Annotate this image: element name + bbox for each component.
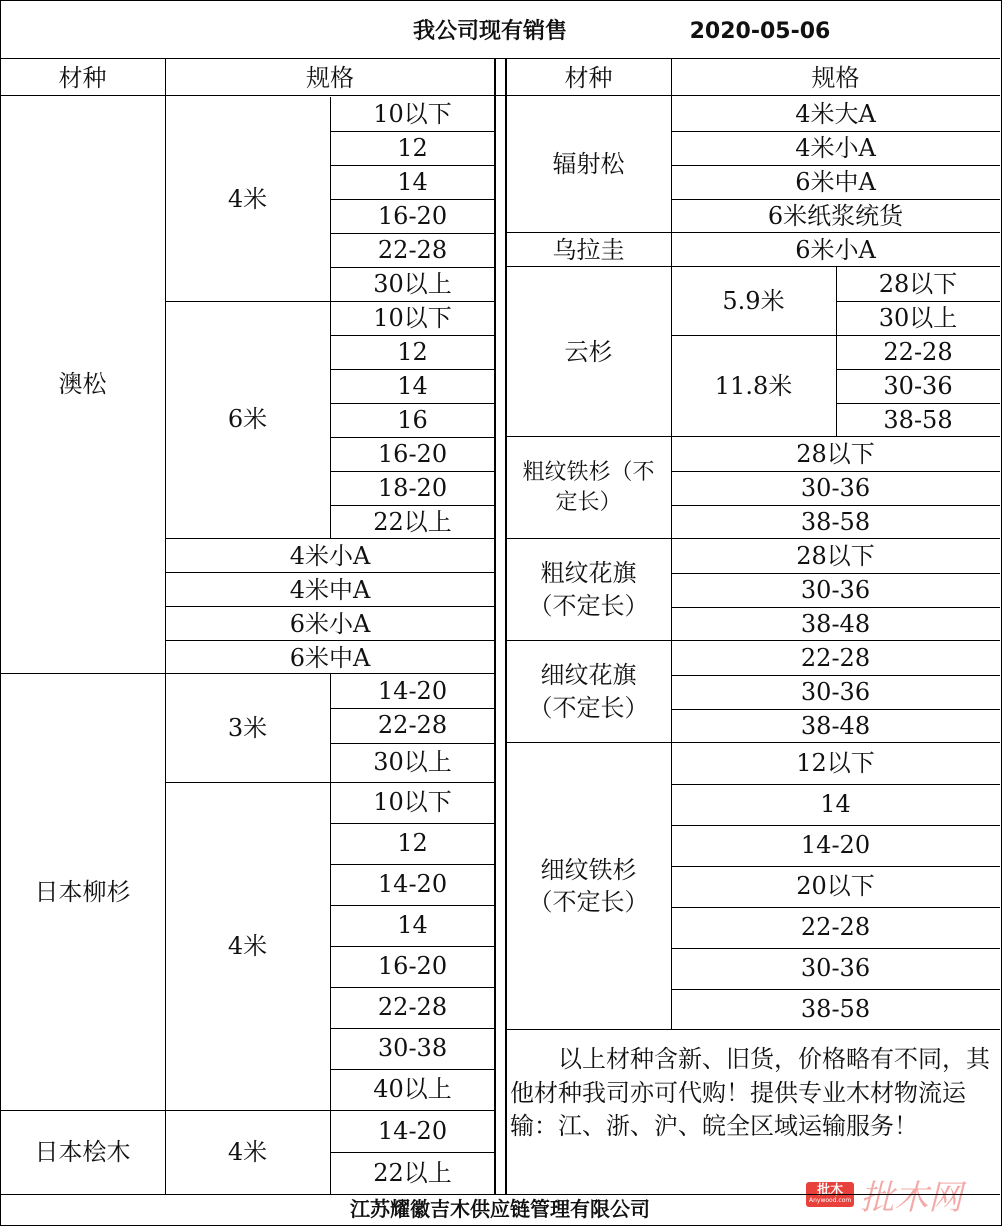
spec-cell: 6米纸浆统货 (767, 201, 904, 230)
spec-cell: 30以上 (373, 269, 452, 298)
spec-cell: 30-36 (883, 371, 953, 400)
grid-line (165, 572, 495, 573)
grid-line (330, 674, 331, 1194)
spec-cell: 30以上 (373, 748, 452, 777)
grid-line (0, 1110, 495, 1111)
grid-line (330, 369, 495, 370)
spec-cell: 6米小A (795, 235, 876, 264)
grid-line (836, 369, 1000, 370)
material-cuwen-huaqi: 粗纹花旗（不定长） (528, 559, 649, 620)
grid-line (671, 675, 1000, 676)
grid-line (330, 946, 495, 947)
grid-line (330, 403, 495, 404)
spec-cell: 30-36 (800, 575, 871, 604)
page-title: 我公司现有销售 (412, 19, 567, 45)
material-riben-liushan: 日本柳杉 (34, 877, 131, 906)
spec-cell: 6米中A (795, 167, 876, 196)
spec-cell: 40以上 (373, 1075, 452, 1104)
spec-cell: 28以下 (796, 541, 875, 570)
material-ao-song: 澳松 (58, 370, 107, 399)
right-header-material: 材种 (564, 63, 613, 92)
spec-cell: 14 (397, 167, 428, 196)
spec-cell: 28以下 (878, 269, 958, 298)
grid-line (671, 989, 1000, 990)
length-label: 3米 (227, 713, 268, 742)
grid-line (836, 403, 1000, 404)
spec-cell: 22-28 (800, 643, 871, 672)
length-label: 6米 (227, 405, 268, 434)
grid-line (671, 607, 1000, 608)
material-cuwen-tieshan: 粗纹铁杉（不定长） (522, 459, 655, 515)
spec-cell: 30-36 (800, 473, 871, 502)
grid-line (330, 233, 495, 234)
material-xiwen-huaqi: 细纹花旗（不定长） (528, 661, 649, 722)
grid-line (330, 823, 495, 824)
grid-line (505, 742, 1000, 743)
material-yunshan: 云杉 (564, 337, 613, 366)
spec-cell: 38-58 (800, 507, 871, 536)
material-fushe-song: 辐射松 (552, 150, 625, 179)
grid-line (671, 335, 1000, 336)
grid-line (671, 784, 1000, 785)
grid-line (671, 131, 1000, 132)
grid-line (330, 1152, 495, 1153)
grid-line (505, 232, 1000, 233)
length-label: 4米 (227, 184, 268, 213)
grid-line (836, 301, 1000, 302)
grid-line (505, 1029, 1000, 1030)
grid-line (836, 267, 837, 437)
watermark-text: 批木网 (860, 1178, 963, 1218)
grid-line (505, 538, 1000, 539)
grid-line (671, 866, 1000, 867)
spec-cell: 38-48 (800, 711, 871, 740)
grid-line (671, 471, 1000, 472)
spec-cell: 22-28 (883, 337, 953, 366)
spec-cell: 30-36 (800, 954, 871, 983)
grid-line (165, 301, 495, 302)
spec-cell: 14-20 (377, 676, 448, 705)
company-footer: 江苏耀徽吉木供应链管理有限公司 (350, 1197, 650, 1221)
spec-cell: 22-28 (377, 235, 448, 264)
grid-line (671, 825, 1000, 826)
grid-line (671, 199, 1000, 200)
grid-line (330, 1069, 495, 1070)
watermark-badge-sub: Anywood.com (809, 1197, 852, 1205)
grid-line (671, 573, 1000, 574)
grade-cell: 4米中A (289, 575, 371, 604)
length-label: 5.9米 (722, 286, 785, 315)
spec-cell: 28以下 (796, 439, 875, 468)
grid-line (330, 131, 495, 132)
grid-line (671, 907, 1000, 908)
spec-cell: 10以下 (373, 788, 452, 817)
grid-line (330, 335, 495, 336)
spec-cell: 14-20 (377, 870, 448, 899)
grid-line (330, 987, 495, 988)
page-date: 2020-05-06 (689, 19, 831, 45)
grid-line (330, 267, 495, 268)
grid-line (330, 505, 495, 506)
spec-cell: 16 (397, 405, 428, 434)
spec-cell: 22-28 (377, 993, 448, 1022)
grid-line (165, 782, 495, 783)
grid-line (330, 905, 495, 906)
grid-line (505, 58, 507, 1194)
grid-line (0, 58, 1000, 59)
spec-cell: 14-20 (377, 1116, 448, 1145)
spec-cell: 16-20 (377, 952, 448, 981)
left-header-material: 材种 (58, 63, 107, 92)
grid-line (505, 266, 1000, 267)
grid-line (330, 708, 495, 709)
grid-line (330, 471, 495, 472)
grid-line (671, 165, 1000, 166)
grid-line (330, 864, 495, 865)
material-wulagui: 乌拉圭 (552, 235, 625, 264)
grid-line (165, 640, 495, 641)
grid-line (165, 606, 495, 607)
spec-cell: 30以上 (878, 303, 958, 332)
spec-cell: 12以下 (796, 749, 875, 778)
grid-line (671, 505, 1000, 506)
grid-line (330, 743, 495, 744)
spec-cell: 38-48 (800, 609, 871, 638)
grid-line (165, 58, 166, 1194)
spec-cell: 22-28 (800, 913, 871, 942)
grid-line (505, 436, 1000, 437)
grid-line (0, 1194, 1000, 1195)
spec-cell: 18-20 (377, 473, 448, 502)
spec-cell: 30-36 (800, 677, 871, 706)
length-label: 4米 (227, 1137, 268, 1166)
grid-line (0, 95, 1000, 96)
grid-line (330, 165, 495, 166)
spec-cell: 14 (397, 911, 428, 940)
spec-cell: 20以下 (796, 872, 875, 901)
grid-line (671, 948, 1000, 949)
grade-cell: 6米小A (289, 609, 371, 638)
spec-cell: 38-58 (800, 995, 871, 1024)
spec-cell: 14 (397, 371, 428, 400)
grid-line (330, 199, 495, 200)
spec-cell: 10以下 (373, 303, 452, 332)
material-riben-kuaimu: 日本桧木 (34, 1137, 131, 1166)
grid-line (330, 437, 495, 438)
right-header-spec: 规格 (811, 63, 860, 92)
left-header-spec: 规格 (306, 63, 354, 92)
grid-line (494, 58, 496, 1194)
grade-cell: 6米中A (289, 643, 371, 672)
spec-cell: 12 (397, 829, 428, 858)
note-paragraph (510, 1043, 998, 1144)
grid-line (671, 709, 1000, 710)
spec-cell: 4米小A (795, 133, 876, 162)
length-label: 4米 (227, 931, 268, 960)
length-label: 11.8米 (714, 371, 793, 400)
spec-cell: 12 (397, 133, 428, 162)
spec-cell: 10以下 (373, 99, 452, 128)
grade-cell: 4米小A (289, 541, 371, 570)
watermark-badge-text: 批木 (817, 1183, 844, 1199)
note-text: 以上材种含新、旧货，价格略有不同，其他材种我司亦可代购！提供专业木材物流运输：江、浙、沪、皖全区域运输服务！ (510, 1045, 990, 1141)
spec-cell: 16-20 (377, 439, 448, 468)
grid-line (330, 1028, 495, 1029)
grid-line (0, 673, 495, 674)
spec-cell: 14-20 (800, 831, 871, 860)
spec-cell: 14 (820, 790, 851, 819)
grid-line (671, 58, 672, 1029)
spec-cell: 12 (397, 337, 428, 366)
spec-cell: 22-28 (377, 711, 448, 740)
grid-line (505, 640, 1000, 641)
grid-line (165, 538, 495, 539)
spec-cell: 4米大A (795, 99, 876, 128)
spec-cell: 16-20 (377, 201, 448, 230)
spec-cell: 30-38 (377, 1034, 448, 1063)
spec-cell: 38-58 (883, 405, 953, 434)
material-xiwen-tieshan: 细纹铁杉（不定长） (528, 855, 649, 916)
spec-cell: 22以上 (373, 507, 452, 536)
spec-cell: 22以上 (373, 1158, 452, 1187)
